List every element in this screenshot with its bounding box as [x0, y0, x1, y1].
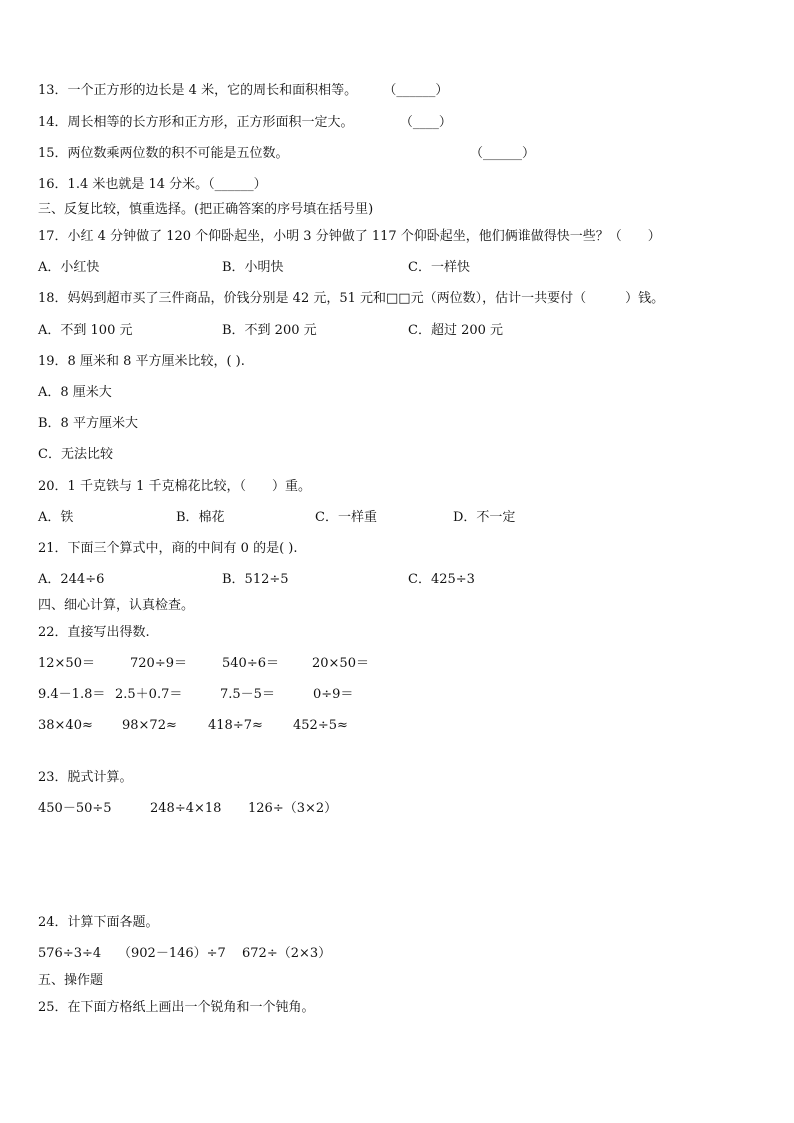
- question-18: 18．妈妈到超市买了三件商品，价钱分别是 42 元，51 元和□□元（两位数），估计一共要付（ ）钱。: [38, 291, 665, 306]
- question-17-option-c: C．一样快: [408, 260, 470, 275]
- question-15-text: 15．两位数乘两位数的积不可能是五位数。: [38, 146, 289, 161]
- question-18-option-a: A．不到 100 元: [38, 323, 133, 338]
- step-calc-item: 248÷4×18: [150, 801, 222, 816]
- calc-item: 98×72≈: [122, 718, 177, 733]
- calc-item: 540÷6＝: [222, 656, 279, 671]
- question-17-option-b: B．小明快: [222, 260, 284, 275]
- question-13-blank: （______）: [383, 83, 449, 98]
- question-14-blank: （____）: [399, 115, 452, 130]
- question-20-option-a: A．铁: [38, 510, 74, 525]
- question-20-option-c: C．一样重: [315, 510, 377, 525]
- calc-item: 9.4－1.8＝: [38, 687, 106, 702]
- calc-item: 452÷5≈: [293, 718, 348, 733]
- question-21-option-b: B．512÷5: [222, 572, 289, 587]
- calc-item: 2.5＋0.7＝: [115, 687, 183, 702]
- question-23: 23．脱式计算。: [38, 770, 133, 785]
- question-24: 24．计算下面各题。: [38, 915, 159, 930]
- question-17: 17．小红 4 分钟做了 120 个仰卧起坐，小明 3 分钟做了 117 个仰卧起坐，他们俩谁做得快一些？（ ）: [38, 229, 661, 244]
- question-21: 21．下面三个算式中，商的中间有 0 的是( ).: [38, 541, 298, 556]
- calc-problem-item: （902－146）÷7: [118, 946, 226, 961]
- calc-item: 20×50＝: [312, 656, 369, 671]
- question-18-option-b: B．不到 200 元: [222, 323, 317, 338]
- question-19-option-a: A．8 厘米大: [38, 385, 112, 400]
- question-14-text: 14．周长相等的长方形和正方形，正方形面积一定大。: [38, 115, 354, 130]
- calc-item: 720÷9＝: [130, 656, 187, 671]
- section-3-heading: 三、反复比较，慎重选择。(把正确答案的序号填在括号里): [38, 202, 374, 217]
- question-20-option-b: B．棉花: [176, 510, 225, 525]
- question-22: 22．直接写出得数.: [38, 625, 150, 640]
- question-21-option-c: C．425÷3: [408, 572, 475, 587]
- question-20: 20．1 千克铁与 1 千克棉花比较，（ ）重。: [38, 479, 311, 494]
- step-calc-item: 126÷（3×2）: [248, 801, 338, 816]
- section-4-heading: 四、细心计算，认真检查。: [38, 598, 195, 613]
- question-18-option-c: C．超过 200 元: [408, 323, 504, 338]
- question-19-option-b: B．8 平方厘米大: [38, 416, 138, 431]
- question-20-option-d: D．不一定: [453, 510, 516, 525]
- question-21-option-a: A．244÷6: [38, 572, 105, 587]
- question-17-option-a: A．小红快: [38, 260, 100, 275]
- calc-item: 7.5－5＝: [220, 687, 275, 702]
- question-15-blank: （______）: [470, 146, 536, 161]
- question-19: 19．8 厘米和 8 平方厘米比较，( ).: [38, 354, 245, 369]
- calc-item: 12×50＝: [38, 656, 95, 671]
- question-25: 25．在下面方格纸上画出一个锐角和一个钝角。: [38, 1000, 315, 1015]
- calc-problem-item: 576÷3÷4: [38, 946, 102, 961]
- calc-item: 0÷9＝: [313, 687, 354, 702]
- step-calc-item: 450－50÷5: [38, 801, 112, 816]
- question-14: [38, 114, 452, 132]
- calc-item: 38×40≈: [38, 718, 93, 733]
- question-13: [38, 82, 448, 100]
- calc-problem-item: 672÷（2×3）: [242, 946, 332, 961]
- question-13-text: 13．一个正方形的边长是 4 米，它的周长和面积相等。: [38, 83, 358, 98]
- section-5-heading: 五、操作题: [38, 973, 104, 988]
- question-16: 16．1.4 米也就是 14 分米。（______）: [38, 177, 267, 192]
- question-15: [38, 145, 289, 163]
- question-19-option-c: C．无法比较: [38, 447, 113, 462]
- calc-item: 418÷7≈: [208, 718, 263, 733]
